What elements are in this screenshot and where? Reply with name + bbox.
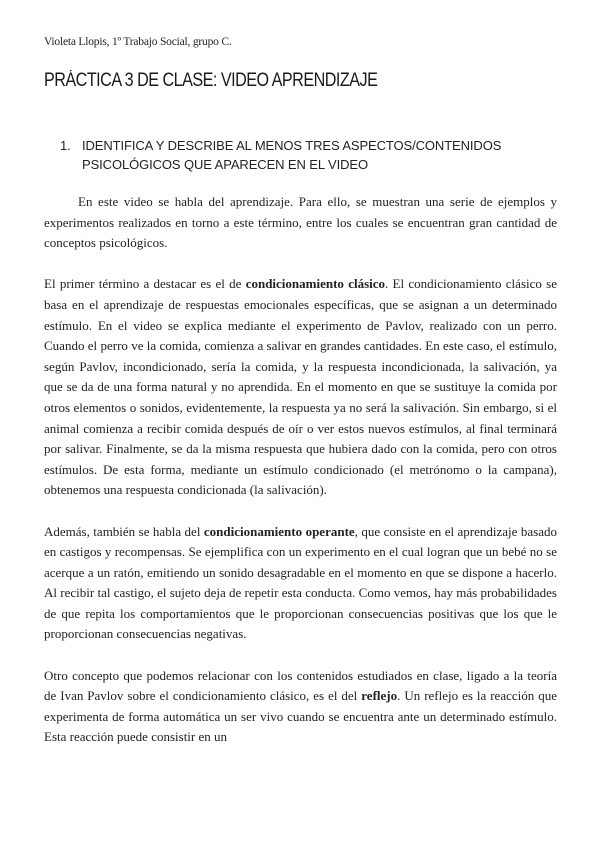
paragraph-text: , que consiste en el aprendizaje basado en castigos y recompensas. Se ejemplifica con un experimento en el cual logran que un bebé no se acerque a un ratón, emitiendo un sonido desagradable en el momento en que se dispone a hacerlo. Al recibir tal castigo, el sujeto deja de repetir esta conducta. Como vemos, hay más probabilidades de que repita los comportamientos que le proporcionan consecuencias positivas que los que le proporcionan consecuencias negativas. xyxy=(44,523,558,642)
intro-paragraph: En este video se habla del aprendizaje. Para ello, se muestran una serie de ejemplos y experimentos realizados en torno a este término, entre los cuales se encuentran gran cantidad de conceptos psicológicos. xyxy=(44,194,557,251)
document-body xyxy=(44,192,557,769)
question-text: IDENTIFICA Y DESCRIBE AL MENOS TRES ASPECTOS/CONTENIDOS PSICOLÓGICOS QUE APARECEN EN EL VIDEO xyxy=(82,138,502,172)
paragraph-classical-conditioning xyxy=(44,274,557,501)
question-number: 1. xyxy=(60,138,71,153)
key-term: reflejo xyxy=(361,688,398,704)
question-item xyxy=(60,136,560,174)
page-title: PRÁCTICA 3 DE CLASE: VIDEO APRENDIZAJE xyxy=(44,70,378,91)
paragraph-text: Además, también se habla del xyxy=(44,523,204,539)
paragraph-text: El primer término a destacar es el de xyxy=(44,276,246,292)
paragraph-operant-conditioning xyxy=(44,522,557,646)
key-term: condicionamiento clásico xyxy=(245,276,386,292)
key-term: condicionamiento operante xyxy=(203,523,355,539)
paragraph-reflex xyxy=(44,666,557,748)
paragraph-text: Otro concepto que podemos relacionar con los contenidos estudiados en clase, ligado a la teoría de Ivan Pavlov sobre el condicionamiento clásico, es el del xyxy=(44,667,557,704)
paragraph-text: . Un reflejo es la reacción que experimenta de forma automática un ser vivo cuando se encuentra ante un determinado estímulo. Esta reacción puede consistir en un xyxy=(44,688,557,745)
paragraph-text: . El condicionamiento clásico se basa en el aprendizaje de respuestas emocionales específicas, que se asignan a un determinado estímulo. En el video se explica mediante el experimento de Pavlov, realizado con un perro. Cuando el perro ve la comida, comienza a salivar en grandes cantidades. En este caso, el estímulo, según Pavlov, incondicionado, sería la comida, y la respuesta incondicionada, la salivación, ya que se da de una forma natural y no aprendida. En el momento en que se sustituye la comida por otros elementos o sonidos, evidentemente, la respuesta ya no será la salivación. Sin embargo, si el animal comienza a recibir comida después de oír o ver estos nuevos estímulos, al final terminará por salivar. Finalmente, se da la misma respuesta que hubiera dado con la comida, pero con otros estímulos. De esta forma, mediante un estímulo condicionado (el metrónomo o la campana), obtenemos una respuesta condicionada (la salivación). xyxy=(44,276,557,498)
author-line: Violeta Llopis, 1º Trabajo Social, grupo C. xyxy=(44,36,232,48)
